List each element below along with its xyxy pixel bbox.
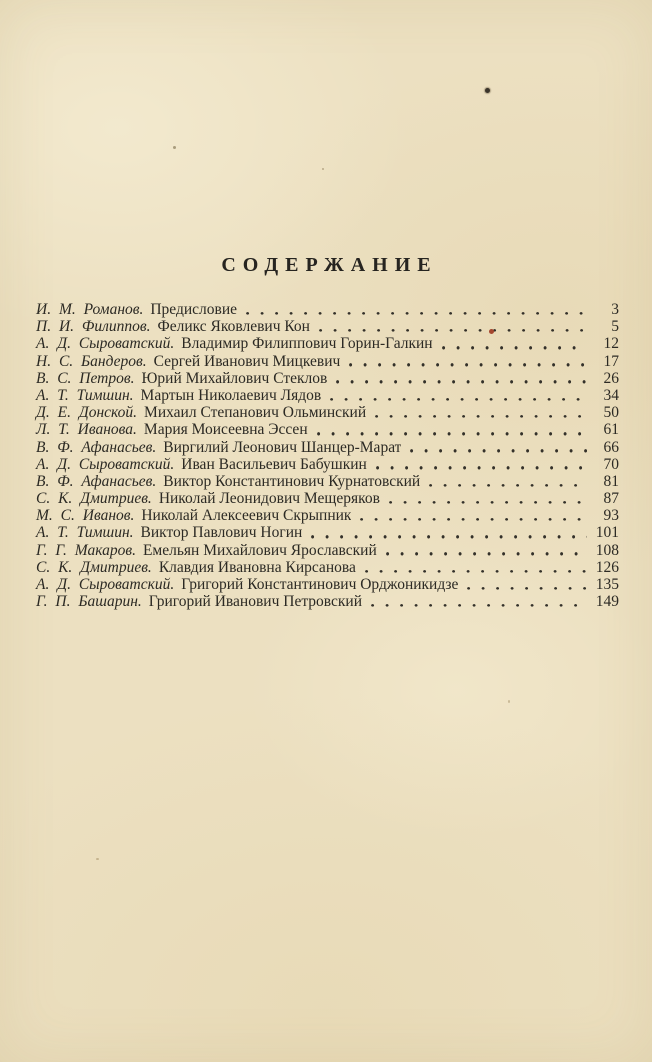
toc-entry: [36, 318, 619, 335]
toc-entry-title: Григорий Константинович Орджоникидзе: [181, 576, 459, 593]
paper-speck: [96, 858, 99, 860]
dot-leader: [367, 456, 591, 473]
toc-entry-title: Клавдия Ивановна Кирсанова: [158, 558, 356, 576]
toc-entry-page-number: 61: [603, 421, 619, 439]
toc-entry-title: Иван Васильевич Бабушкин: [181, 455, 367, 473]
dot-leader: [321, 387, 591, 404]
toc-entry-page-number: 149: [595, 593, 619, 611]
dot-leader: [351, 507, 591, 524]
toc-entry: [36, 335, 619, 352]
toc-entry: [36, 404, 619, 421]
toc-entry-page-number: 50: [603, 404, 619, 422]
toc-entry-author: А. Д. Сыроватский.: [36, 455, 175, 473]
paper-speck: [485, 88, 490, 93]
toc-entry-author: П. И. Филиппов.: [36, 318, 151, 336]
dot-leader: [380, 490, 591, 507]
toc-entry-author: В. С. Петров.: [36, 369, 135, 387]
toc-entry: [36, 524, 619, 541]
toc-entry: [36, 456, 619, 473]
dot-leader: [237, 301, 591, 318]
toc-entry-title: Николай Леонидович Мещеряков: [158, 490, 380, 508]
toc-entry-title: Емельян Михайлович Ярославский: [142, 541, 377, 559]
toc-entry: [36, 593, 619, 610]
toc-entry-author: Д. Е. Донской.: [36, 404, 138, 422]
toc-entry: [36, 559, 619, 576]
toc-entry-author: А. Д. Сыроватский.: [36, 576, 175, 593]
toc-entry: [36, 387, 619, 404]
toc-entry-title: Мария Моисеевна Эссен: [143, 421, 308, 439]
paper-speck: [489, 329, 494, 334]
dot-leader: [366, 404, 591, 421]
toc-entry-title: Юрий Михайлович Стеклов: [141, 369, 328, 387]
toc-entry-title: Виргилий Леонович Шанцер-Марат: [163, 438, 402, 456]
dot-leader: [310, 318, 591, 335]
toc-entry: [36, 421, 619, 438]
toc-entry-page-number: 87: [603, 490, 619, 508]
toc-entry: [36, 353, 619, 370]
toc-entry: [36, 490, 619, 507]
toc-entry-author: Л. Т. Иванова.: [36, 421, 137, 439]
toc-entry-title: Михаил Степанович Ольминский: [144, 404, 367, 422]
toc-entry-author: А. Т. Тимшин.: [36, 386, 134, 404]
toc-entry-page-number: 81: [603, 472, 619, 490]
toc-entry-title: Григорий Иванович Петровский: [148, 593, 363, 611]
dot-leader: [458, 576, 591, 593]
dot-leader: [302, 524, 591, 541]
toc-entry-author: В. Ф. Афанасьев.: [36, 472, 157, 490]
toc-entry-page-number: 17: [603, 352, 619, 370]
toc-entry-author: Н. С. Бандеров.: [36, 352, 147, 370]
toc-entry: [36, 370, 619, 387]
toc-entry-page-number: 66: [603, 438, 619, 456]
toc-entry-author: М. С. Иванов.: [36, 507, 135, 525]
paper-speck: [508, 700, 510, 703]
toc-entry: [36, 301, 619, 318]
toc-entry-author: А. Д. Сыроватский.: [36, 335, 175, 353]
toc-entry-author: Г. П. Башарин.: [36, 593, 142, 611]
toc-entry-title: Виктор Константинович Курнатовский: [163, 472, 421, 490]
toc-entry: [36, 473, 619, 490]
toc-entry-author: С. К. Дмитриев.: [36, 558, 152, 576]
toc-entry-page-number: 126: [595, 558, 619, 576]
toc-entry-page-number: 101: [595, 524, 619, 542]
toc-entry-title: Предисловие: [150, 301, 238, 318]
dot-leader: [433, 335, 591, 352]
dot-leader: [308, 421, 591, 438]
toc-entry-page-number: 93: [603, 507, 619, 525]
toc-entry: [36, 542, 619, 559]
toc-entry-author: А. Т. Тимшин.: [36, 524, 134, 542]
toc-entry-author: И. М. Романов.: [36, 301, 144, 318]
toc-entry-page-number: 12: [603, 335, 619, 353]
toc-entry-title: Сергей Иванович Мицкевич: [153, 352, 341, 370]
dot-leader: [327, 370, 591, 387]
toc-entry-title: Виктор Павлович Ногин: [140, 524, 303, 542]
toc-entry-author: В. Ф. Афанасьев.: [36, 438, 157, 456]
dot-leader: [401, 439, 591, 456]
toc-entry: [36, 576, 619, 593]
toc-entry-page-number: 5: [611, 318, 619, 336]
toc-entry-author: Г. Г. Макаров.: [36, 541, 136, 559]
dot-leader: [356, 559, 591, 576]
toc-entry-page-number: 70: [603, 455, 619, 473]
page-title: СОДЕРЖАНИЕ: [221, 254, 438, 276]
toc-entry-title: Владимир Филиппович Горин-Галкин: [181, 335, 433, 353]
toc-entry-page-number: 26: [603, 369, 619, 387]
paper-speck: [173, 146, 176, 149]
toc-entry-page-number: 34: [603, 386, 619, 404]
toc-entry-page-number: 3: [611, 301, 619, 318]
toc-entry-page-number: 135: [595, 576, 619, 593]
toc-entry-title: Мартын Николаевич Лядов: [140, 386, 322, 404]
toc-list: [36, 301, 619, 610]
toc-entry-author: С. К. Дмитриев.: [36, 490, 152, 508]
paper-speck: [322, 168, 324, 170]
toc-entry-title: Николай Алексеевич Скрыпник: [141, 507, 352, 525]
dot-leader: [420, 473, 591, 490]
toc-entry-title: Феликс Яковлевич Кон: [157, 318, 310, 336]
toc-entry: [36, 507, 619, 524]
dot-leader: [362, 593, 591, 610]
dot-leader: [377, 542, 591, 559]
toc-entry-page-number: 108: [595, 541, 619, 559]
toc-entry: [36, 439, 619, 456]
dot-leader: [340, 353, 591, 370]
